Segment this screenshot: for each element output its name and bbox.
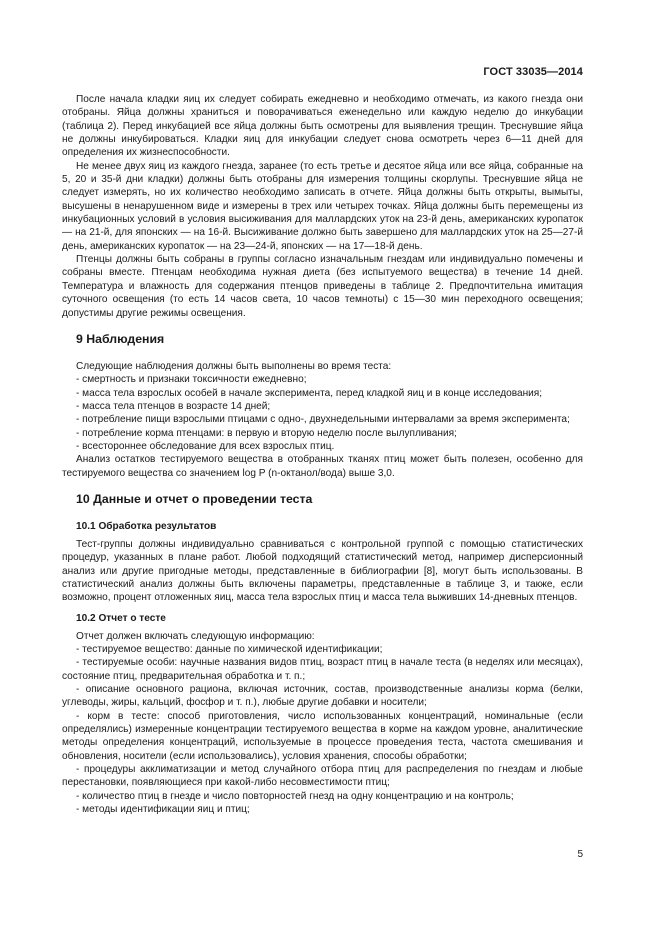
section-heading-data-report: 10 Данные и отчет о проведении теста: [76, 491, 313, 506]
subsection-heading-test-report: 10.2 Отчет о тесте: [76, 612, 166, 624]
list-item: - потребление пищи взрослыми птицами с одно-, двухнедельными интервалами за время эксперимента;: [76, 414, 570, 426]
list-item: - количество птиц в гнезде и число повторностей гнезд на одну концентрацию и на контроль;: [76, 790, 514, 802]
paragraph-statistics: Тест-группы должны индивидуально сравниваться с контрольной группой с помощью статистических процедур, указанных в плане работ. Любой подходящий статистический метод, например дисперсионный анализ или другие пригодные методы, представленные в библиографии [8], могут быть использованы. В статистический анализ должны быть включены параметры, представленные в таблице 3, и также, если возможно, процент отложенных яиц, масса тела взрослых птиц и масса тела выживших 14-дневных птенцов.: [62, 538, 583, 604]
list-item: - процедуры акклиматизации и метод случайного отбора птиц для распределения по гнездам и любые перестановки, появляющиеся при какой-либо несовместимости птиц;: [62, 764, 583, 789]
list-item: - потребление корма птенцами: в первую и вторую неделю после вылупливания;: [76, 427, 457, 439]
list-item: - тестируемые особи: научные названия видов птиц, возраст птиц в начале теста (в неделях или месяцах), состояние птиц, предварительная обработка и т. п.;: [62, 657, 583, 682]
paragraph-egg-collection: После начала кладки яиц их следует собирать ежедневно и необходимо отмечать, из какого гнезда они отобраны. Яйца должны храниться и поворачиваться еженедельно или каждую неделю до инкубации (таблица 2). Перед инкубацией все яйца должны быть осмотрены для выявления трещин. Треснувшие яйца не должны инкубироваться. Кладки яиц для инкубации следует снова осмотреть через 6—11 дней для определения их жизнеспособности.: [62, 94, 583, 159]
list-item: - корм в тесте: способ приготовления, число использованных концентраций, номинальные (если определялись) измеренные концентрации тестируемого вещества в корме на каждом уровне, аналитические методы определения концентраций, используемые в процессе проведения теста, частота смешивания и обновления, носители (если использовались), условия хранения, способы обработки;: [62, 710, 583, 762]
list-item: - масса тела птенцов в возрасте 14 дней;: [76, 400, 271, 412]
list-item: - описание основного рациона, включая источник, состав, производственные анализы корма (белки, углеводы, жиры, кальций, фосфор и т. п.), любые другие добавки и носители;: [62, 684, 583, 709]
subsection-heading-results: 10.1 Обработка результатов: [76, 520, 217, 532]
page-number: 5: [577, 849, 583, 860]
section-heading-observations: 9 Наблюдения: [76, 331, 165, 346]
paragraph-chicks: Птенцы должны быть собраны в группы согласно изначальным гнездам или индивидуально помечены и собраны вместе. Птенцам необходима нужная диета (без испытуемого вещества) в течение 14 дней. Температура и влажность для содержания птенцов приведены в таблице 2. Предпочтительна имитация суточного освещения (то есть 14 часов света, 10 часов темноты) с 15—30 мин переходного освещения; допустимы другие режимы освещения.: [62, 254, 583, 319]
observations-residue-analysis: Анализ остатков тестируемого вещества в отобранных тканях птиц может быть полезен, особенно для тестируемого вещества со значением log P (n-октанол/вода) выше 3,0.: [62, 454, 583, 479]
report-intro: Отчет должен включать следующую информацию:: [76, 630, 315, 642]
standard-number: ГОСТ 33035—2014: [483, 66, 583, 78]
list-item: - методы идентификации яиц и птиц;: [76, 804, 250, 816]
list-item: - масса тела взрослых особей в начале эксперимента, перед кладкой яиц и в конце исследования;: [76, 387, 543, 399]
paragraph-eggshell-thickness: Не менее двух яиц из каждого гнезда, заранее (то есть третье и десятое яйца или все яйца, собранные на 5, 20 и 35-й дни кладки) должны быть отобраны для измерения толщины скорлупы. Треснувшие яйца не следует измерять, но их количество необходимо записать в отчете. Яйца должны быть открыты, вымыты, высушены в ненарушенном виде и измерены в трех или четырех точках. Яйца должны быть перемещены из инкубационных условий в условия высиживания для маллардских уток на 23-й день, американских куропаток — на 21-й, для японских — на 16-й. Высиживание должно быть завершено для маллардских уток на 25—27-й день, американских куропаток — на 23—24-й, японских — на 17—18-й день.: [62, 160, 583, 252]
page-content: [62, 93, 583, 816]
list-item: - всестороннее обследование для всех взрослых птиц.: [76, 440, 335, 452]
observations-intro: Следующие наблюдения должны быть выполнены во время теста:: [76, 360, 392, 372]
list-item: - смертность и признаки токсичности ежедневно;: [76, 374, 307, 386]
list-item: - тестируемое вещество: данные по химической идентификации;: [76, 644, 383, 655]
